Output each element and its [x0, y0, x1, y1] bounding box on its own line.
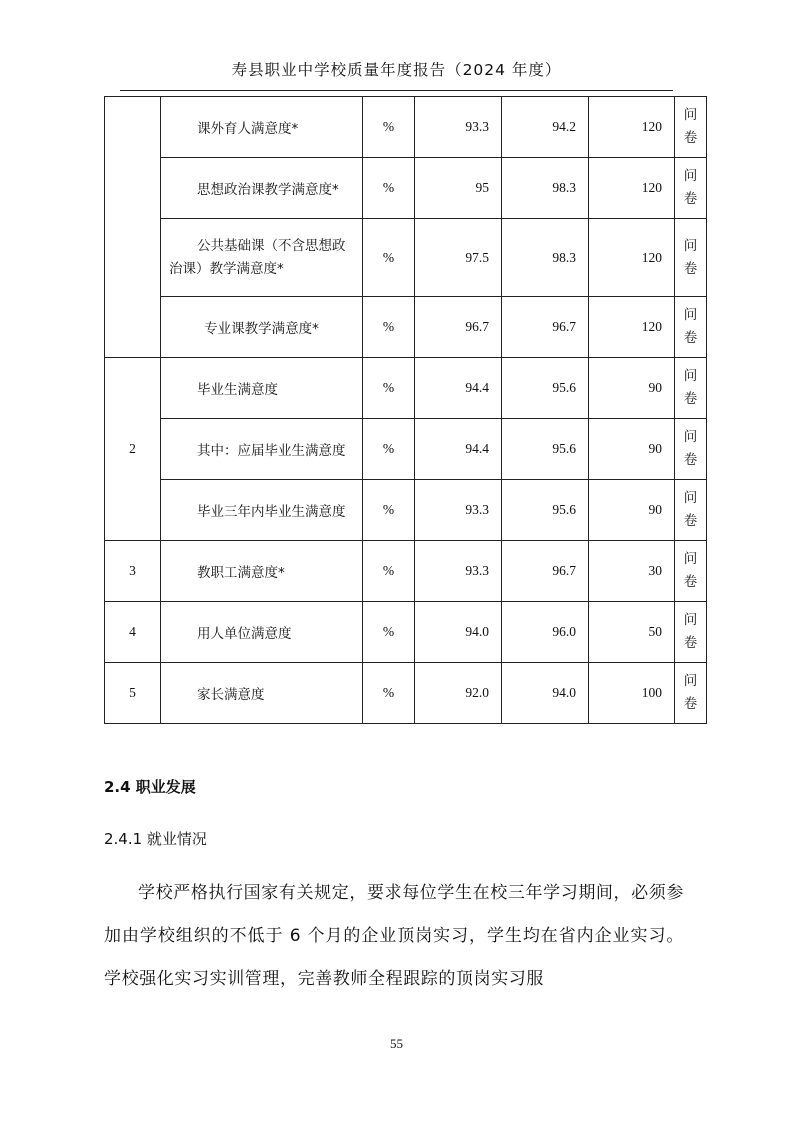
value-cell: 93.3	[415, 541, 502, 602]
sample-cell: 120	[589, 219, 675, 297]
item-cell: 家长满意度	[161, 663, 363, 724]
value-cell: 92.0	[415, 663, 502, 724]
source-cell	[675, 419, 707, 480]
item-cell: 用人单位满意度	[161, 602, 363, 663]
source-cell	[675, 97, 707, 158]
header-rule	[120, 90, 673, 91]
unit-cell: %	[363, 419, 415, 480]
source-text: 问	[683, 490, 698, 506]
source-cell	[675, 219, 707, 297]
source-text: 卷	[683, 191, 698, 207]
sample-cell: 30	[589, 541, 675, 602]
item-cell: 毕业三年内毕业生满意度	[161, 480, 363, 541]
page-header: 寿县职业中学校质量年度报告（2024 年度）	[231, 61, 562, 79]
value-cell: 96.7	[502, 541, 589, 602]
body-paragraph: 学校严格执行国家有关规定，要求每位学生在校三年学习期间，必须参加由学校组织的不低于 6 个月的企业顶岗实习，学生均在省内企业实习。学校强化实习实训管理，完善教师全程跟踪的顶岗实习服	[104, 883, 684, 989]
source-text: 问	[683, 673, 698, 689]
source-text: 卷	[683, 330, 698, 346]
table-row	[105, 602, 707, 663]
sample-cell: 90	[589, 419, 675, 480]
table-row	[105, 219, 707, 297]
item-cell: 其中：应届毕业生满意度	[161, 419, 363, 480]
unit-cell: %	[363, 602, 415, 663]
unit-cell: %	[363, 97, 415, 158]
table-row	[105, 158, 707, 219]
source-cell	[675, 358, 707, 419]
source-text: 问	[683, 237, 698, 254]
unit-cell: %	[363, 297, 415, 358]
unit-cell: %	[363, 541, 415, 602]
table-row	[105, 663, 707, 724]
item-text-line: 公共基础课（不含思想政	[197, 237, 346, 254]
sample-cell: 100	[589, 663, 675, 724]
value-cell: 94.4	[415, 358, 502, 419]
value-cell: 96.7	[415, 297, 502, 358]
source-cell	[675, 480, 707, 541]
source-text: 问	[683, 168, 698, 184]
sample-cell: 120	[589, 97, 675, 158]
source-text: 问	[683, 307, 698, 323]
table-row	[105, 297, 707, 358]
value-cell: 98.3	[502, 158, 589, 219]
table-row	[105, 419, 707, 480]
source-text: 卷	[683, 574, 698, 590]
item-text-line: 治课）教学满意度*	[169, 260, 284, 277]
source-text: 问	[683, 368, 698, 384]
value-cell: 96.0	[502, 602, 589, 663]
item-cell: 教职工满意度*	[161, 541, 363, 602]
value-cell: 94.0	[415, 602, 502, 663]
item-cell	[161, 219, 363, 297]
value-cell: 95.6	[502, 480, 589, 541]
satisfaction-table	[104, 96, 707, 724]
source-cell	[675, 663, 707, 724]
source-text: 问	[683, 612, 698, 628]
table-row	[105, 541, 707, 602]
item-cell: 课外育人满意度*	[161, 97, 363, 158]
value-cell: 97.5	[415, 219, 502, 297]
value-cell: 95.6	[502, 358, 589, 419]
row-number-cell	[105, 97, 161, 358]
source-cell	[675, 297, 707, 358]
sample-cell: 120	[589, 297, 675, 358]
source-text: 问	[683, 429, 698, 445]
value-cell: 96.7	[502, 297, 589, 358]
unit-cell: %	[363, 219, 415, 297]
table-row	[105, 97, 707, 158]
value-cell: 95	[415, 158, 502, 219]
source-cell	[675, 158, 707, 219]
item-cell: 专业课教学满意度*	[161, 297, 363, 358]
source-text: 卷	[683, 260, 698, 277]
table-row	[105, 358, 707, 419]
unit-cell: %	[363, 480, 415, 541]
value-cell: 94.0	[502, 663, 589, 724]
source-text: 卷	[683, 452, 698, 468]
value-cell: 93.3	[415, 97, 502, 158]
value-cell: 93.3	[415, 480, 502, 541]
value-cell: 94.2	[502, 97, 589, 158]
source-text: 卷	[683, 635, 698, 651]
page-number: 55	[390, 1036, 403, 1051]
source-text: 问	[683, 551, 698, 567]
table-row	[105, 480, 707, 541]
row-number-cell: 3	[105, 541, 161, 602]
row-number-cell: 5	[105, 663, 161, 724]
source-text: 问	[683, 107, 698, 123]
unit-cell: %	[363, 358, 415, 419]
value-cell: 95.6	[502, 419, 589, 480]
sample-cell: 120	[589, 158, 675, 219]
section-heading: 2.4 职业发展	[104, 778, 196, 796]
item-cell: 思想政治课教学满意度*	[161, 158, 363, 219]
source-text: 卷	[683, 513, 698, 529]
source-text: 卷	[683, 696, 698, 712]
source-text: 卷	[683, 391, 698, 407]
sample-cell: 90	[589, 358, 675, 419]
item-cell: 毕业生满意度	[161, 358, 363, 419]
subsection-heading: 2.4.1 就业情况	[104, 830, 207, 848]
row-number-cell: 4	[105, 602, 161, 663]
value-cell: 94.4	[415, 419, 502, 480]
source-text: 卷	[683, 130, 698, 146]
source-cell	[675, 541, 707, 602]
unit-cell: %	[363, 663, 415, 724]
unit-cell: %	[363, 158, 415, 219]
value-cell: 98.3	[502, 219, 589, 297]
sample-cell: 90	[589, 480, 675, 541]
source-cell	[675, 602, 707, 663]
sample-cell: 50	[589, 602, 675, 663]
row-number-cell: 2	[105, 358, 161, 541]
